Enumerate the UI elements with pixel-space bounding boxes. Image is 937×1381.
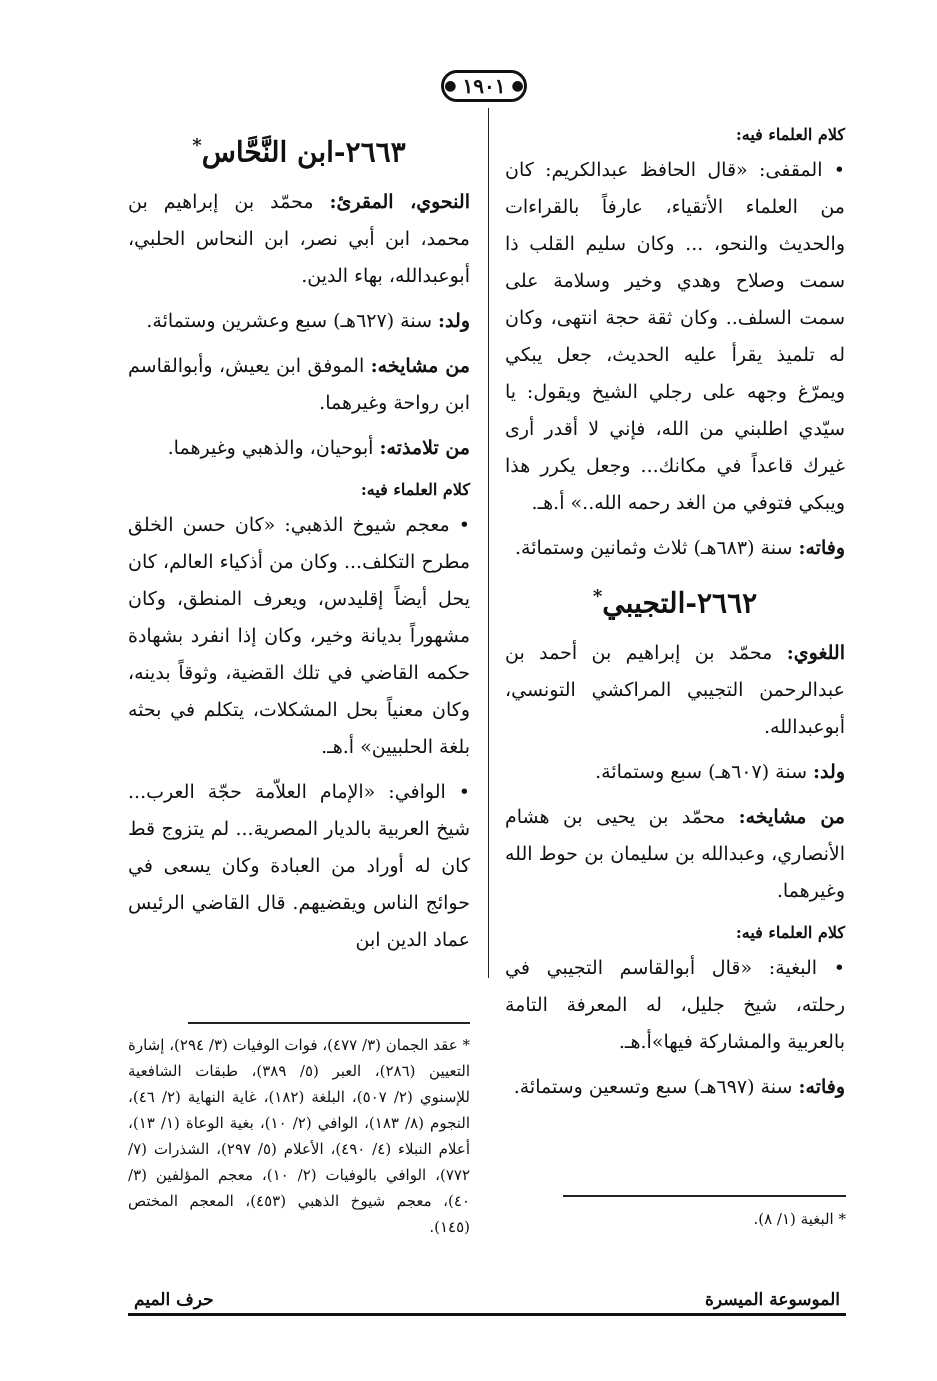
footnote-left: * عقد الجمان (٣/ ٤٧٧)، فوات الوفيات (٣/ ٢٩٤)، إشارة التعيين (٢٨٦)، العبر (٥/ ٣٨٩)، طبقات الشافعية للإسنوي (٢/ ٥٠٧)، البلغة (١٨٢)، غاية النهاية (٢/ ٤٦)، النجوم (٨/ ١٨٣)، الوافي (٢/ ١٠)، بغية الوعاة (١/ ١٣)، أعلام النبلاء (٤/ ٤٩٠)، الأعلام (٥/ ٢٩٧)، الشذرات (٧/ ٧٧٢)، الوافي بالوفيات (٢/ ١٠)، معجم المؤلفين (٣/ ٤٠)، معجم شيوخ الذهبي (٤٥٣)، المعجم المختص (١٤٥). xyxy=(128,1036,471,1236)
left-column xyxy=(128,118,470,967)
teachers-line xyxy=(505,799,845,910)
teachers-label: من مشايخه: xyxy=(370,355,470,378)
right-column xyxy=(505,118,845,1114)
footer-encyclopedia: الموسوعة الميسرة xyxy=(699,1290,846,1310)
entry-intro xyxy=(505,635,845,746)
intro-text: محمّد بن إبراهيم بن أحمد بن عبدالرحمن التجيبي المراكشي التونسي، أبوعبدالله. xyxy=(505,642,845,739)
section-heading: كلام العلماء فيه: xyxy=(735,923,845,943)
scholar-quote: • البغية: «قال أبوالقاسم التجيبي في رحلته، شيخ جليل، له المعرفة التامة بالعربية والمشاركة فيها»أ.هـ. xyxy=(505,957,845,1054)
footer-section: حرف الميم xyxy=(128,1290,220,1310)
entry-intro xyxy=(128,184,470,295)
death-line xyxy=(505,530,845,567)
death-line xyxy=(505,1069,845,1106)
scholar-quote: • معجم شيوخ الذهبي: «كان حسن الخلق مطرح التكلف... وكان من أذكياء العالم، كان يحل أيضاً إقليدس، ويعرف المنطق، وكان مشهوراً بديانة وخير، وكان إذا انفرد بشهادة حكمه القاضي في تلك القضية، وثوقاً بدينه، وكان معنياً بحل المشكلات، يتكلم في بحثه بلغة الحلبيين» أ.هـ. xyxy=(128,514,470,759)
intro-label: اللغوي: xyxy=(786,642,845,665)
page-number: ● ١٩٠١ ● xyxy=(441,70,527,102)
death-text: سنة (٦٩٧هـ) سبع وتسعين وستمائة. xyxy=(513,1076,799,1099)
born-label: ولد: xyxy=(813,761,845,784)
teachers-text: محمّد بن يحيى بن هشام الأنصاري، وعبدالله بن سليمان بن حوط الله وغيرهما. xyxy=(505,806,845,903)
born-label: ولد: xyxy=(438,310,470,333)
teachers-label: من مشايخه: xyxy=(738,806,845,829)
death-label: وفاته: xyxy=(798,1076,845,1099)
footnote-marker: * xyxy=(192,135,202,156)
scholar-quote: • الوافي: «الإمام العلاّمة حجّة العرب... شيخ العربية بالديار المصرية... لم يتزوج قط كان له أوراد من العبادة وكان يسعى في حوائج الناس ويقضيهم. قال القاضي الرئيس عماد الدين ابن xyxy=(128,781,470,952)
teachers-text: الموفق ابن يعيش، وأبوالقاسم ابن رواحة وغيرهما. xyxy=(128,355,470,415)
section-heading: كلام العلماء فيه: xyxy=(360,480,470,500)
scholar-quote: • المقفى: «قال الحافظ عبدالكريم: كان من العلماء الأتقياء، عارفاً بالقراءات والحديث والنحو، ... وكان سليم القلب ذا سمت وصلاح وهدي وخير وسلامة على سمت السلف.. وكان ثقة حجة انتهى، وكان له تلميذ يقرأ عليه الحديث، جعل يبكي ويمرّغ وجهه على رجلي الشيخ ويقول: يا سيّدي اطلبني من الله، فإني لا أقدر أرى غيرك قاعداً في مكانك... وجعل يكرر هذا ويبكي فتوفي من الغد رحمه الله..» أ.هـ. xyxy=(505,159,845,514)
intro-text: محمّد بن إبراهيم بن محمد، ابن أبي نصر، ابن النحاس الحلبي، أبوعبدالله، بهاء الدين. xyxy=(128,191,470,288)
footnote-marker: * xyxy=(592,586,603,607)
students-label: من تلامذته: xyxy=(379,437,470,460)
born-line xyxy=(505,754,845,791)
footnote-rule xyxy=(563,1195,846,1197)
footer-rule xyxy=(128,1313,846,1316)
teachers-line xyxy=(128,348,470,422)
entry-title xyxy=(128,124,470,174)
footnote-right: * البغية (١/ ٨). xyxy=(753,1210,846,1228)
intro-label: النحوي، المقرئ: xyxy=(329,191,470,214)
column-divider xyxy=(488,108,489,978)
section-heading: كلام العلماء فيه: xyxy=(735,125,845,144)
death-label: وفاته: xyxy=(798,537,845,559)
born-text: سنة (٦٠٧هـ) سبع وستمائة. xyxy=(595,761,814,784)
page-number-text: ١٩٠١ xyxy=(462,74,506,98)
entry-title xyxy=(505,575,845,625)
entry-title-text: ٢٦٦٣-ابن النَّحَّاس xyxy=(201,135,406,169)
students-line xyxy=(128,430,470,467)
death-text: سنة (٦٨٣هـ) ثلاث وثمانين وستمائة. xyxy=(515,537,799,559)
born-text: سنة (٦٢٧هـ) سبع وعشرين وستمائة. xyxy=(146,310,439,333)
entry-title-text: ٢٦٦٢-التجيبي xyxy=(602,586,758,620)
footnote-rule xyxy=(188,1022,470,1024)
students-text: أبوحيان، والذهبي وغيرهما. xyxy=(167,437,380,460)
born-line xyxy=(128,303,470,340)
